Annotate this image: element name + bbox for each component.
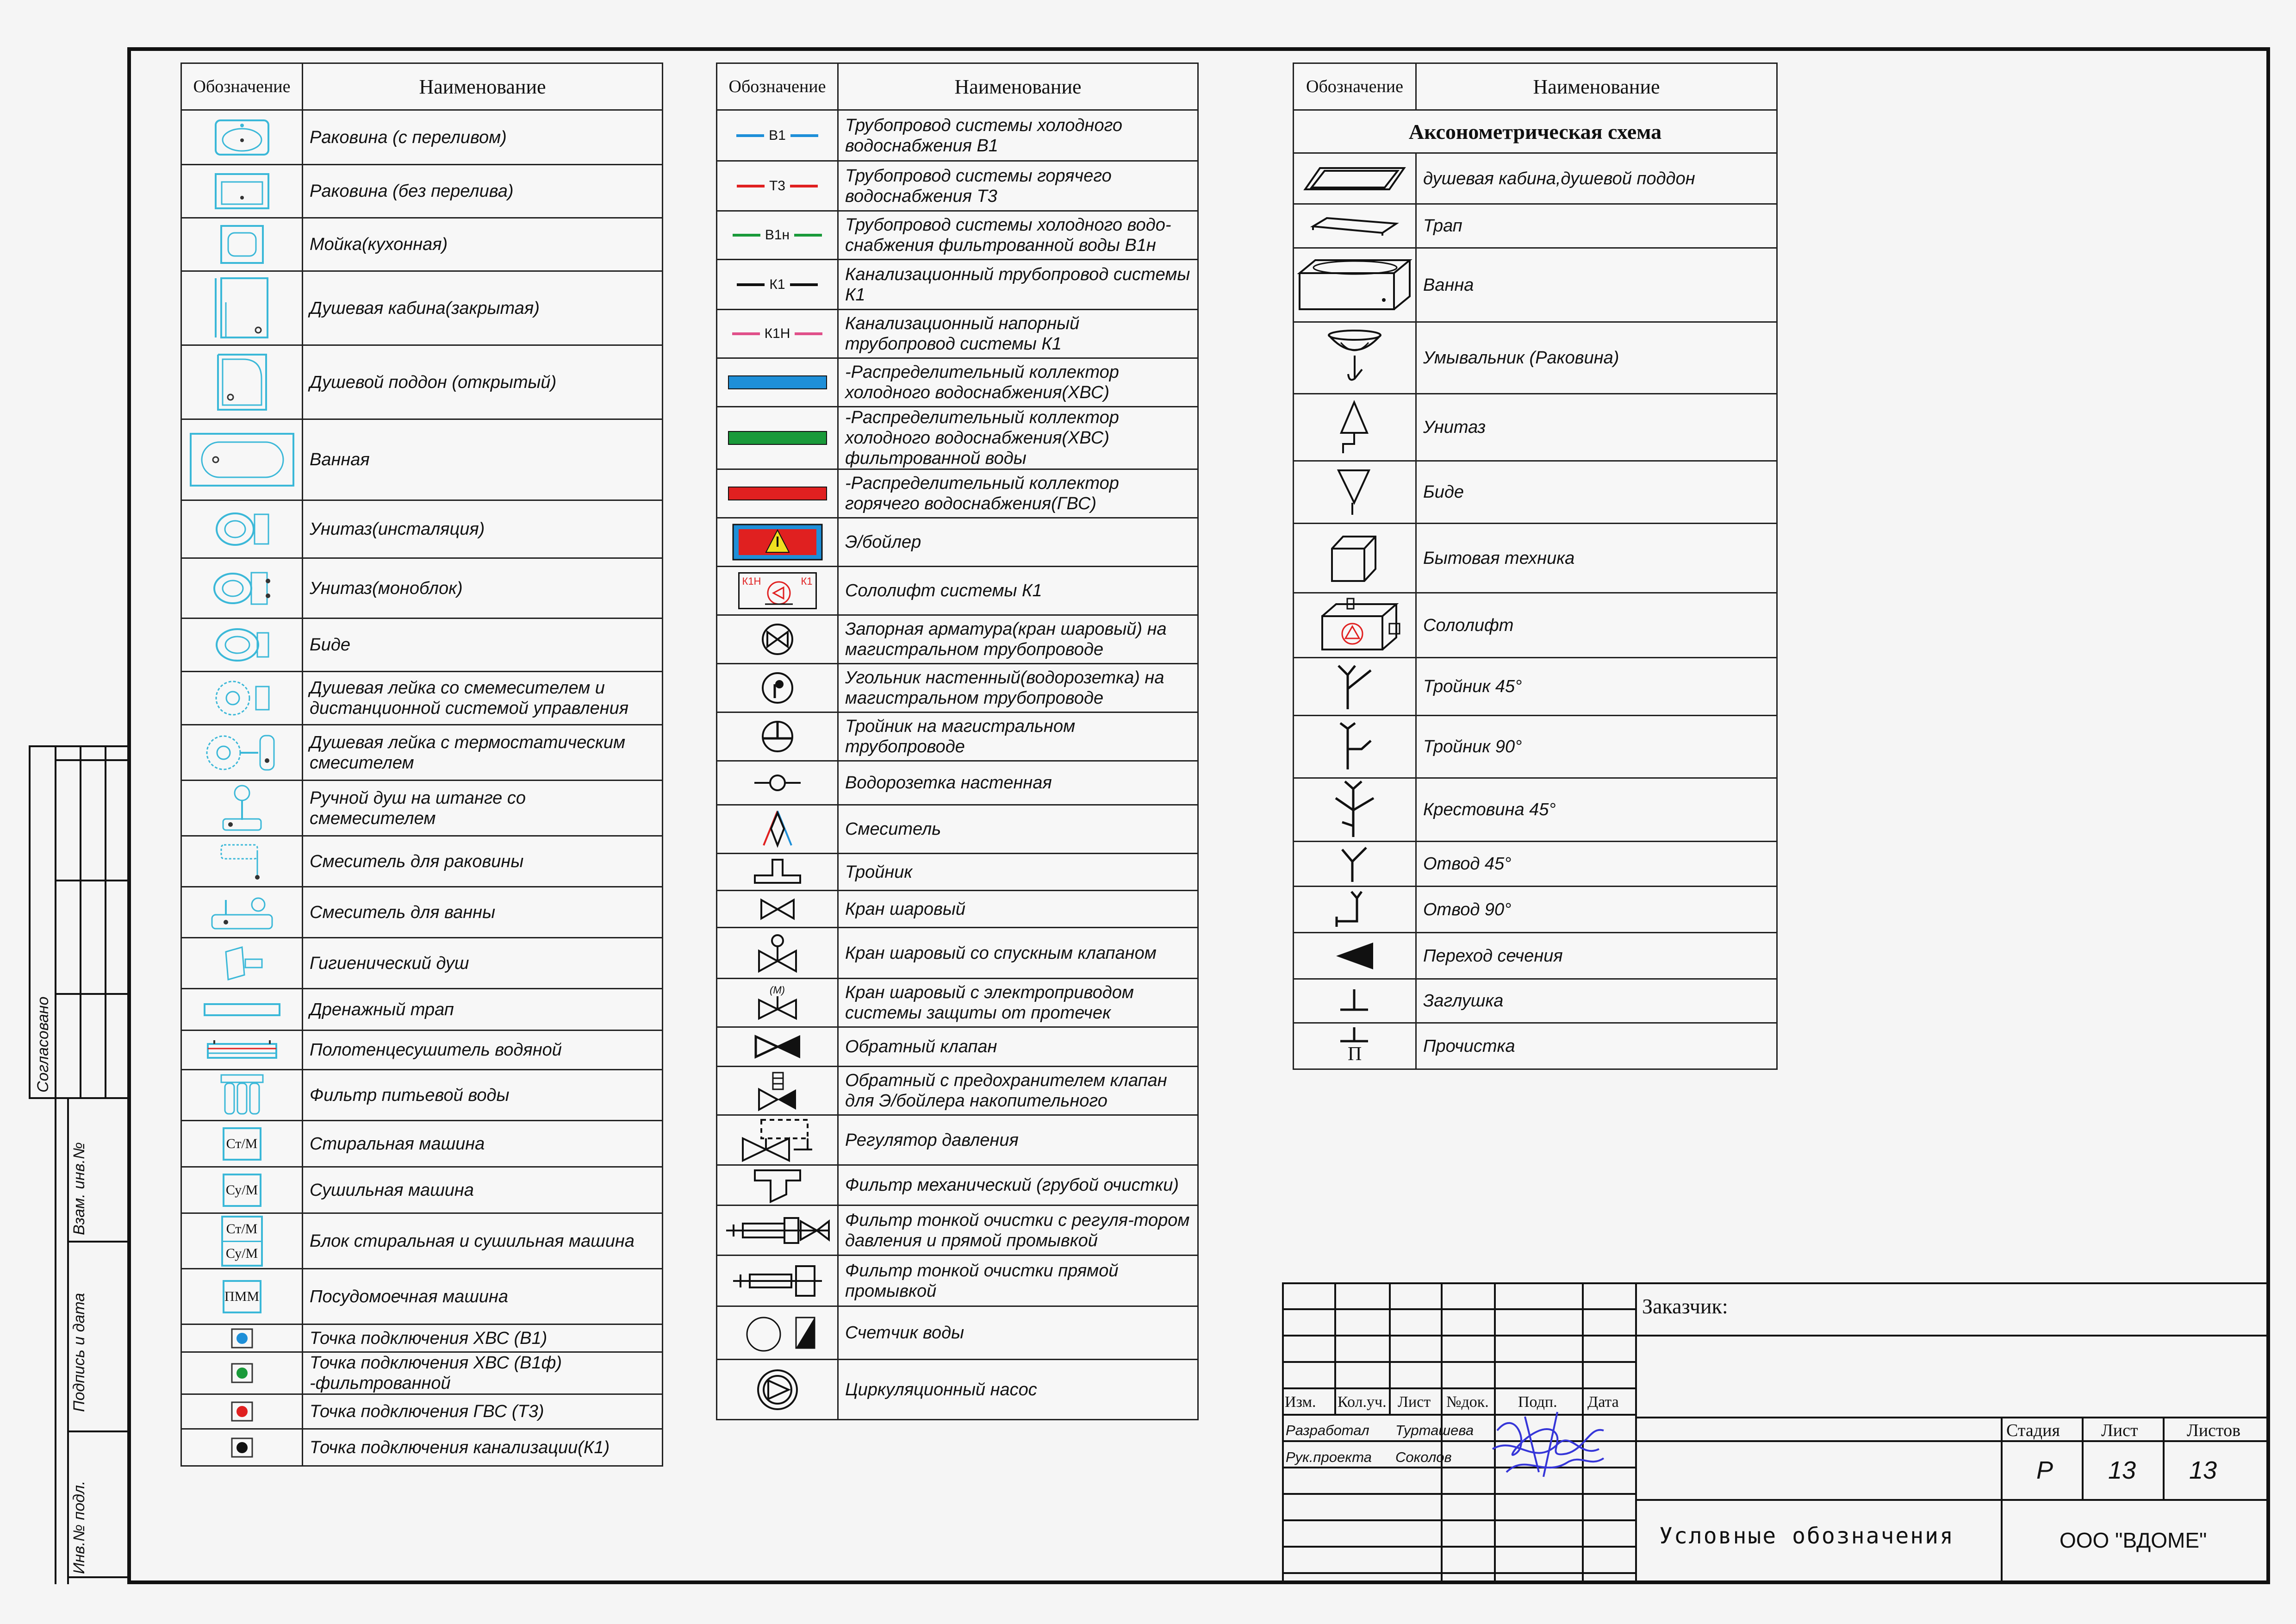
symbol-code: М [773, 984, 782, 996]
symbol-code: П [1348, 1043, 1362, 1065]
item-name: Регулятор давления [838, 1115, 1198, 1165]
wall-outlet-icon [717, 761, 838, 805]
item-name: Циркуляционный насос [838, 1360, 1198, 1420]
item-name: Душевая кабина(закрытая) [303, 271, 663, 345]
item-name: Трап [1416, 204, 1777, 248]
pipe-row [717, 805, 1198, 854]
iso-sololift-icon [1294, 593, 1416, 658]
pipe-row [717, 1360, 1198, 1420]
fixture-row [181, 1429, 663, 1466]
pipe-row [717, 518, 1198, 567]
sewer-point-icon [181, 1429, 303, 1466]
drawing-title: Условные обозначения [1659, 1523, 1954, 1549]
item-name: Блок стиральная и сушильная машина [303, 1213, 663, 1269]
stamp-col-sheet: Лист [1398, 1393, 1431, 1411]
pipe-row [717, 761, 1198, 805]
pipe-row [717, 161, 1198, 211]
symbol-code: К1Н [764, 326, 790, 341]
header-name: Наименование [838, 63, 1198, 110]
item-name: Душевой поддон (открытый) [303, 345, 663, 419]
axo-row [1294, 887, 1777, 933]
item-name: Фильтр питьевой воды [303, 1070, 663, 1121]
pipe-row [717, 260, 1198, 310]
hygienic-shower-icon [181, 938, 303, 989]
legend-table-fixtures [180, 62, 663, 1467]
item-name: Душевая лейка с термостатическим смесителем [303, 725, 663, 781]
axo-row [1294, 778, 1777, 842]
iso-reducer-icon [1294, 933, 1416, 979]
iso-tee90-icon [1294, 716, 1416, 778]
fixture-row [181, 1070, 663, 1121]
pipe-row [717, 469, 1198, 518]
customer-label: Заказчик: [1642, 1294, 1728, 1318]
pipe-row [717, 567, 1198, 615]
pipe-k1-icon [717, 260, 838, 310]
item-name: Полотенцесушитель водяной [303, 1031, 663, 1070]
iso-cleanout-icon [1294, 1023, 1416, 1069]
collector-hot-icon [717, 469, 838, 518]
item-name: Прочистка [1416, 1023, 1777, 1069]
pipe-k1n-icon [717, 310, 838, 358]
check-valve-icon [717, 1027, 838, 1067]
fixture-row [181, 938, 663, 989]
fixture-row [181, 271, 663, 345]
axo-row [1294, 593, 1777, 658]
item-name: Отвод 90° [1416, 887, 1777, 933]
item-name: Гигиенический душ [303, 938, 663, 989]
stage-value: Р [2036, 1456, 2053, 1484]
symbol-code: Т3 [769, 178, 785, 194]
item-name: Биде [1416, 461, 1777, 524]
symbol-code: В1н [765, 227, 790, 243]
pipe-row [717, 664, 1198, 712]
item-name: Трубопровод системы холодного водоснабжения В1 [838, 110, 1198, 161]
drain-channel-icon [181, 989, 303, 1031]
item-name: Тройник [838, 854, 1198, 891]
drain-ball-valve-icon [717, 928, 838, 979]
stamp-col-sign: Подп. [1518, 1393, 1557, 1411]
sheet-label: Лист [2101, 1421, 2138, 1440]
iso-shower-tray-icon [1294, 153, 1416, 204]
pipe-row [717, 891, 1198, 928]
iso-bend90-icon [1294, 887, 1416, 933]
symbol-code: Ст/М [223, 1218, 261, 1242]
axo-row [1294, 842, 1777, 887]
pipe-b1n-icon [717, 211, 838, 260]
header-symbol: Обозначение [1294, 63, 1416, 110]
fixture-row [181, 989, 663, 1031]
symbol-code: К1Н [742, 575, 761, 587]
item-name: Сушильная машина [303, 1167, 663, 1213]
item-name: Кран шаровый со спускным клапаном [838, 928, 1198, 979]
item-name: Фильтр тонкой очистки с регуля-тором давления и прямой промывкой [838, 1206, 1198, 1255]
basin-mixer-icon [181, 836, 303, 887]
tee-icon [717, 854, 838, 891]
axo-row [1294, 248, 1777, 322]
iso-bidet-icon [1294, 461, 1416, 524]
pipe-row [717, 1067, 1198, 1115]
dryer-icon [181, 1167, 303, 1213]
item-name: Сололифт [1416, 593, 1777, 658]
pipe-row [717, 1027, 1198, 1067]
fixture-row [181, 110, 663, 165]
side-label-sign-date: Подпись и дата [70, 1293, 88, 1412]
item-name: Угольник настенный(водорозетка) на магистральном трубопроводе [838, 664, 1198, 712]
wall-elbow-icon [717, 664, 838, 712]
item-name: Обратный клапан [838, 1027, 1198, 1067]
pipe-row [717, 211, 1198, 260]
iso-bend45-icon [1294, 842, 1416, 887]
fixture-row [181, 1324, 663, 1352]
fixture-row [181, 218, 663, 271]
item-name: Точка подключения ХВС (В1ф) -фильтрованной [303, 1352, 663, 1394]
bath-mixer-icon [181, 887, 303, 938]
item-name: -Распределительный коллектор горячего водоснабжения(ГВС) [838, 469, 1198, 518]
shower-tray-icon [181, 345, 303, 419]
fixture-row [181, 1121, 663, 1167]
item-name: Крестовина 45° [1416, 778, 1777, 842]
pipe-row [717, 1115, 1198, 1165]
item-name: Фильтр механический (грубой очистки) [838, 1165, 1198, 1206]
item-name: Смеситель для раковины [303, 836, 663, 887]
item-name: Переход сечения [1416, 933, 1777, 979]
pipe-row [717, 407, 1198, 469]
item-name: Раковина (без перелива) [303, 165, 663, 218]
coarse-filter-icon [717, 1165, 838, 1206]
sheet-value: 13 [2108, 1456, 2136, 1484]
iso-toilet-icon [1294, 394, 1416, 461]
item-name: Душевая лейка со смемесителем и дистанционной системой управления [303, 672, 663, 725]
collector-filtered-icon [717, 407, 838, 469]
sololift-icon [717, 567, 838, 615]
item-name: Сололифт системы К1 [838, 567, 1198, 615]
safety-check-valve-icon [717, 1067, 838, 1115]
axo-row [1294, 394, 1777, 461]
shutoff-valve-icon [717, 615, 838, 664]
water-meter-icon [717, 1306, 838, 1360]
iso-drain-icon [1294, 204, 1416, 248]
pipe-row [717, 1165, 1198, 1206]
stamp-col-count: Кол.уч. [1338, 1393, 1387, 1411]
legend-table-pipes [716, 62, 1199, 1420]
iso-plug-icon [1294, 979, 1416, 1023]
item-name: Умывальник (Раковина) [1416, 322, 1777, 394]
pipe-row [717, 712, 1198, 761]
item-name: Канализационный напорный трубопровод системы К1 [838, 310, 1198, 358]
item-name: Кран шаровый [838, 891, 1198, 928]
mixer-icon [717, 805, 838, 854]
pressure-regulator-icon [717, 1115, 838, 1165]
filtered-point-icon [181, 1352, 303, 1394]
item-name: Точка подключения ГВС (Т3) [303, 1394, 663, 1429]
item-name: Унитаз(моноблок) [303, 558, 663, 618]
item-name: Запорная арматура(кран шаровый) на магистральном трубопроводе [838, 615, 1198, 664]
iso-appliance-icon [1294, 524, 1416, 593]
pipe-row [717, 928, 1198, 979]
cold-point-icon [181, 1324, 303, 1352]
signature-scribble [1488, 1403, 1608, 1481]
side-label-agreed: Согласовано [34, 996, 52, 1093]
header-name: Наименование [1416, 63, 1777, 110]
iso-bathtub-icon [1294, 248, 1416, 322]
developer-name: Турташева [1395, 1422, 1474, 1438]
sheets-value: 13 [2189, 1456, 2217, 1484]
header-name: Наименование [303, 63, 663, 110]
item-name: Канализационный трубопровод системы К1 [838, 260, 1198, 310]
item-name: Точка подключения ХВС (В1) [303, 1324, 663, 1352]
item-name: Обратный с предохранителем клапан для Э/бойлера накопительного [838, 1067, 1198, 1115]
symbol-code: ПММ [223, 1280, 261, 1313]
axo-row [1294, 716, 1777, 778]
item-name: Тройник на магистральном трубопроводе [838, 712, 1198, 761]
developer-role: Разработал [1286, 1422, 1369, 1438]
item-name: Кран шаровый с электроприводом системы защиты от протечек [838, 979, 1198, 1027]
pipe-row [717, 979, 1198, 1027]
axonometric-title: Аксонометрическая схема [1294, 110, 1777, 153]
item-name: Э/бойлер [838, 518, 1198, 567]
fixture-row [181, 345, 663, 419]
fixture-row [181, 1167, 663, 1213]
hand-shower-rail-icon [181, 781, 303, 836]
stamp-col-doc: №док. [1446, 1393, 1489, 1411]
item-name: Заглушка [1416, 979, 1777, 1023]
monoblock-toilet-icon [181, 558, 303, 618]
fixture-row [181, 781, 663, 836]
pipe-row [717, 1255, 1198, 1306]
boiler-icon [717, 518, 838, 567]
stamp-col-date: Дата [1587, 1393, 1619, 1411]
bidet-icon [181, 618, 303, 672]
ball-valve-icon [717, 891, 838, 928]
axo-row [1294, 524, 1777, 593]
fixture-row [181, 1213, 663, 1269]
bathtub-icon [181, 419, 303, 500]
pipe-row [717, 310, 1198, 358]
axo-row [1294, 461, 1777, 524]
item-name: Стиральная машина [303, 1121, 663, 1167]
shower-cabin-icon [181, 271, 303, 345]
project-lead-role: Рук.проекта [1286, 1449, 1372, 1465]
item-name: Трубопровод системы горячего водоснабжения Т3 [838, 161, 1198, 211]
item-name: Фильтр тонкой очистки прямой промывкой [838, 1255, 1198, 1306]
item-name: -Распределительный коллектор холодного водоснабжения(ХВС) [838, 358, 1198, 407]
item-name: Посудомоечная машина [303, 1269, 663, 1324]
iso-cross45-icon [1294, 778, 1416, 842]
fixture-row [181, 500, 663, 558]
symbol-code: К1 [769, 276, 785, 292]
item-name: Ручной душ на штанге со смемесителем [303, 781, 663, 836]
fixture-row [181, 1031, 663, 1070]
item-name: Раковина (с переливом) [303, 110, 663, 165]
header-symbol: Обозначение [717, 63, 838, 110]
side-label-inv-replacement: Взам. инв.№ [70, 1142, 88, 1235]
dishwasher-icon [181, 1269, 303, 1324]
item-name: Тройник 90° [1416, 716, 1777, 778]
axo-row [1294, 204, 1777, 248]
item-name: Смеситель [838, 805, 1198, 854]
collector-cold-icon [717, 358, 838, 407]
item-name: Тройник 45° [1416, 658, 1777, 716]
item-name: Биде [303, 618, 663, 672]
fine-filter-regulator-icon [717, 1206, 838, 1255]
pipe-t3-icon [717, 161, 838, 211]
item-name: Дренажный трап [303, 989, 663, 1031]
main-tee-icon [717, 712, 838, 761]
item-name: Смеситель для ванны [303, 887, 663, 938]
fixture-row [181, 1269, 663, 1324]
item-name: Ванна [1416, 248, 1777, 322]
washing-machine-icon [181, 1121, 303, 1167]
stage-label: Стадия [2006, 1421, 2060, 1440]
pipe-row [717, 358, 1198, 407]
item-name: Унитаз [1416, 394, 1777, 461]
sink-no-overflow-icon [181, 165, 303, 218]
iso-tee45-icon [1294, 658, 1416, 716]
axo-row [1294, 933, 1777, 979]
motor-valve-icon: (М) [717, 979, 838, 1027]
fine-filter-icon [717, 1255, 838, 1306]
fixture-row [181, 887, 663, 938]
item-name: Бытовая техника [1416, 524, 1777, 593]
fixture-row [181, 165, 663, 218]
fixture-row [181, 1394, 663, 1429]
hot-point-icon [181, 1394, 303, 1429]
fixture-row [181, 419, 663, 500]
towel-rail-icon [181, 1031, 303, 1070]
symbol-code: Су/М [223, 1174, 261, 1207]
item-name: Ванная [303, 419, 663, 500]
item-name: душевая кабина,душевой поддон [1416, 153, 1777, 204]
item-name: Трубопровод системы холодного водо-снабжения фильтрованной воды В1н [838, 211, 1198, 260]
fixture-row [181, 618, 663, 672]
side-label-inv-original: Инв.№ подл. [70, 1480, 88, 1574]
item-name: Отвод 45° [1416, 842, 1777, 887]
item-name: Водорозетка настенная [838, 761, 1198, 805]
fixture-row [181, 558, 663, 618]
symbol-code: Ст/М [223, 1127, 261, 1161]
legend-table-axonometric [1293, 62, 1778, 1070]
symbol-code: В1 [769, 127, 786, 143]
item-name: Счетчик воды [838, 1306, 1198, 1360]
pipe-row [717, 615, 1198, 664]
sheets-label: Листов [2187, 1421, 2241, 1440]
pipe-row [717, 1306, 1198, 1360]
fixture-row [181, 725, 663, 781]
fixture-row [181, 836, 663, 887]
item-name: Унитаз(инсталяция) [303, 500, 663, 558]
axo-row [1294, 979, 1777, 1023]
shower-head-remote-icon [181, 672, 303, 725]
pipe-b1-icon [717, 110, 838, 161]
shower-head-thermo-icon [181, 725, 303, 781]
symbol-code: К1 [801, 575, 813, 587]
pipe-row [717, 854, 1198, 891]
axo-row [1294, 153, 1777, 204]
header-symbol: Обозначение [181, 63, 303, 110]
wall-toilet-icon [181, 500, 303, 558]
axo-row [1294, 322, 1777, 394]
axo-row [1294, 1023, 1777, 1069]
project-lead-name: Соколов [1395, 1449, 1452, 1465]
fixture-row [181, 1352, 663, 1394]
water-filter-icon [181, 1070, 303, 1121]
item-name: Мойка(кухонная) [303, 218, 663, 271]
item-name: -Распределительный коллектор холодного водоснабжения(ХВС) фильтрованной воды [838, 407, 1198, 469]
circulation-pump-icon [717, 1360, 838, 1420]
iso-washbasin-icon [1294, 322, 1416, 394]
symbol-code: Су/М [225, 1245, 258, 1261]
kitchen-sink-icon [181, 218, 303, 271]
stamp-col-change: Изм. [1285, 1393, 1316, 1411]
washer-dryer-icon [181, 1213, 303, 1269]
fixture-row [181, 672, 663, 725]
company-name: ООО "ВДОМЕ" [2060, 1528, 2207, 1552]
pipe-row [717, 1206, 1198, 1255]
sink-overflow-icon [181, 110, 303, 165]
pipe-row [717, 110, 1198, 161]
item-name: Точка подключения канализации(К1) [303, 1429, 663, 1466]
axo-row [1294, 658, 1777, 716]
